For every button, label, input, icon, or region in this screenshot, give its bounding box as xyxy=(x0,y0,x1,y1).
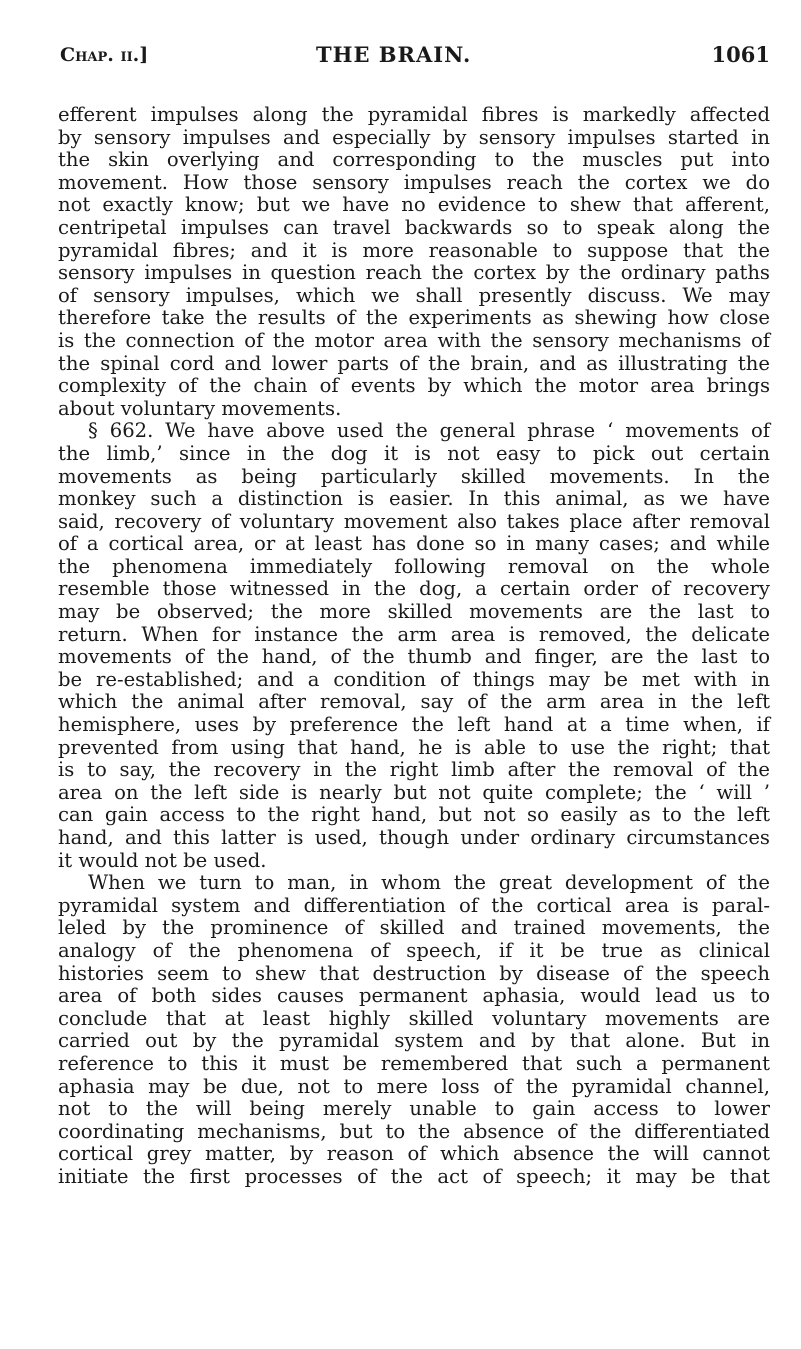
text-line: conclude that at least highly skilled voluntary movements are xyxy=(58,1006,770,1030)
page-number: 1061 xyxy=(711,42,770,67)
text-line: the phenomena immediately following removal on the whole xyxy=(58,554,770,578)
text-line: about voluntary movements. xyxy=(58,396,342,420)
page-title: THE BRAIN. xyxy=(316,42,472,67)
text-line: When we turn to man, in whom the great development of the xyxy=(88,871,770,895)
text-line: area of both sides causes permanent aphasia, would lead us to xyxy=(58,984,770,1008)
text-line: complexity of the chain of events by which the motor area brings xyxy=(58,374,770,398)
text-line: may be observed; the more skilled movements are the last to xyxy=(58,600,770,624)
text-line: return. When for instance the arm area is removed, the delicate xyxy=(58,622,770,646)
text-line: sensory impulses in question reach the cortex by the ordinary paths xyxy=(58,261,770,285)
text-line: analogy of the phenomena of speech, if it be true as clinical xyxy=(58,938,770,962)
text-line: it would not be used. xyxy=(58,848,267,872)
text-line: of sensory impulses, which we shall presently discuss. We may xyxy=(58,283,770,307)
text-line: histories seem to shew that destruction by disease of the speech xyxy=(58,961,770,985)
text-line: can gain access to the right hand, but not so easily as to the left xyxy=(58,803,770,827)
text-line: movement. How those sensory impulses reach the cortex we do xyxy=(58,170,770,194)
running-head xyxy=(58,40,770,76)
text-line: aphasia may be due, not to mere loss of the pyramidal channel, xyxy=(58,1074,770,1098)
text-line: centripetal impulses can travel backwards so to speak along the xyxy=(58,215,770,239)
text-line: by sensory impulses and especially by sensory impulses started in xyxy=(58,125,770,149)
text-line: monkey such a distinction is easier. In this animal, as we have xyxy=(58,487,770,511)
text-line: pyramidal system and differentiation of the cortical area is paral- xyxy=(58,893,770,917)
text-line: prevented from using that hand, he is able to use the right; that xyxy=(58,735,770,759)
text-line: coordinating mechanisms, but to the absence of the differentiated xyxy=(58,1119,770,1143)
text-line: said, recovery of voluntary movement also takes place after removal xyxy=(58,509,770,533)
text-line: therefore take the results of the experiments as shewing how close xyxy=(58,306,770,330)
text-line: leled by the prominence of skilled and trained movements, the xyxy=(58,916,770,940)
text-line: § 662. We have above used the general phrase ‘ movements of xyxy=(88,419,770,443)
text-line: is to say, the recovery in the right limb after the removal of the xyxy=(58,758,770,782)
text-line: not exactly know; but we have no evidence to shew that afferent, xyxy=(58,193,770,217)
text-line: not to the will being merely unable to gain access to lower xyxy=(58,1097,770,1121)
text-line: reference to this it must be remembered that such a permanent xyxy=(58,1051,770,1075)
text-line: the spinal cord and lower parts of the brain, and as illustrating the xyxy=(58,351,770,375)
text-line: movements of the hand, of the thumb and finger, are the last to xyxy=(58,645,770,669)
text-line: the limb,’ since in the dog it is not easy to pick out certain xyxy=(58,441,770,465)
text-line: resemble those witnessed in the dog, a certain order of recovery xyxy=(58,577,770,601)
text-line: initiate the first processes of the act of speech; it may be that xyxy=(58,1164,770,1188)
text-line: of a cortical area, or at least has done so in many cases; and while xyxy=(58,532,770,556)
text-line: is the connection of the motor area with the sensory mechanisms of xyxy=(58,328,770,352)
text-line: be re-established; and a condition of things may be met with in xyxy=(58,667,770,691)
text-line: the skin overlying and corresponding to the muscles put into xyxy=(58,148,770,172)
body-text xyxy=(58,104,770,1189)
text-line: efferent impulses along the pyramidal fibres is markedly affected xyxy=(58,103,770,126)
text-line: movements as being particularly skilled movements. In the xyxy=(58,464,770,488)
text-line: which the animal after removal, say of the arm area in the left xyxy=(58,690,770,714)
chapter-label: Chap. ii.] xyxy=(60,44,149,66)
text-line: hemisphere, uses by preference the left hand at a time when, if xyxy=(58,713,770,737)
text-line: area on the left side is nearly but not quite complete; the ‘ will ’ xyxy=(58,780,770,804)
text-line: cortical grey matter, by reason of which absence the will cannot xyxy=(58,1142,770,1166)
book-page xyxy=(58,0,770,1349)
text-line: carried out by the pyramidal system and by that alone. But in xyxy=(58,1029,770,1053)
text-line: hand, and this latter is used, though under ordinary circumstances xyxy=(58,826,770,849)
text-line: pyramidal fibres; and it is more reasonable to suppose that the xyxy=(58,238,770,262)
